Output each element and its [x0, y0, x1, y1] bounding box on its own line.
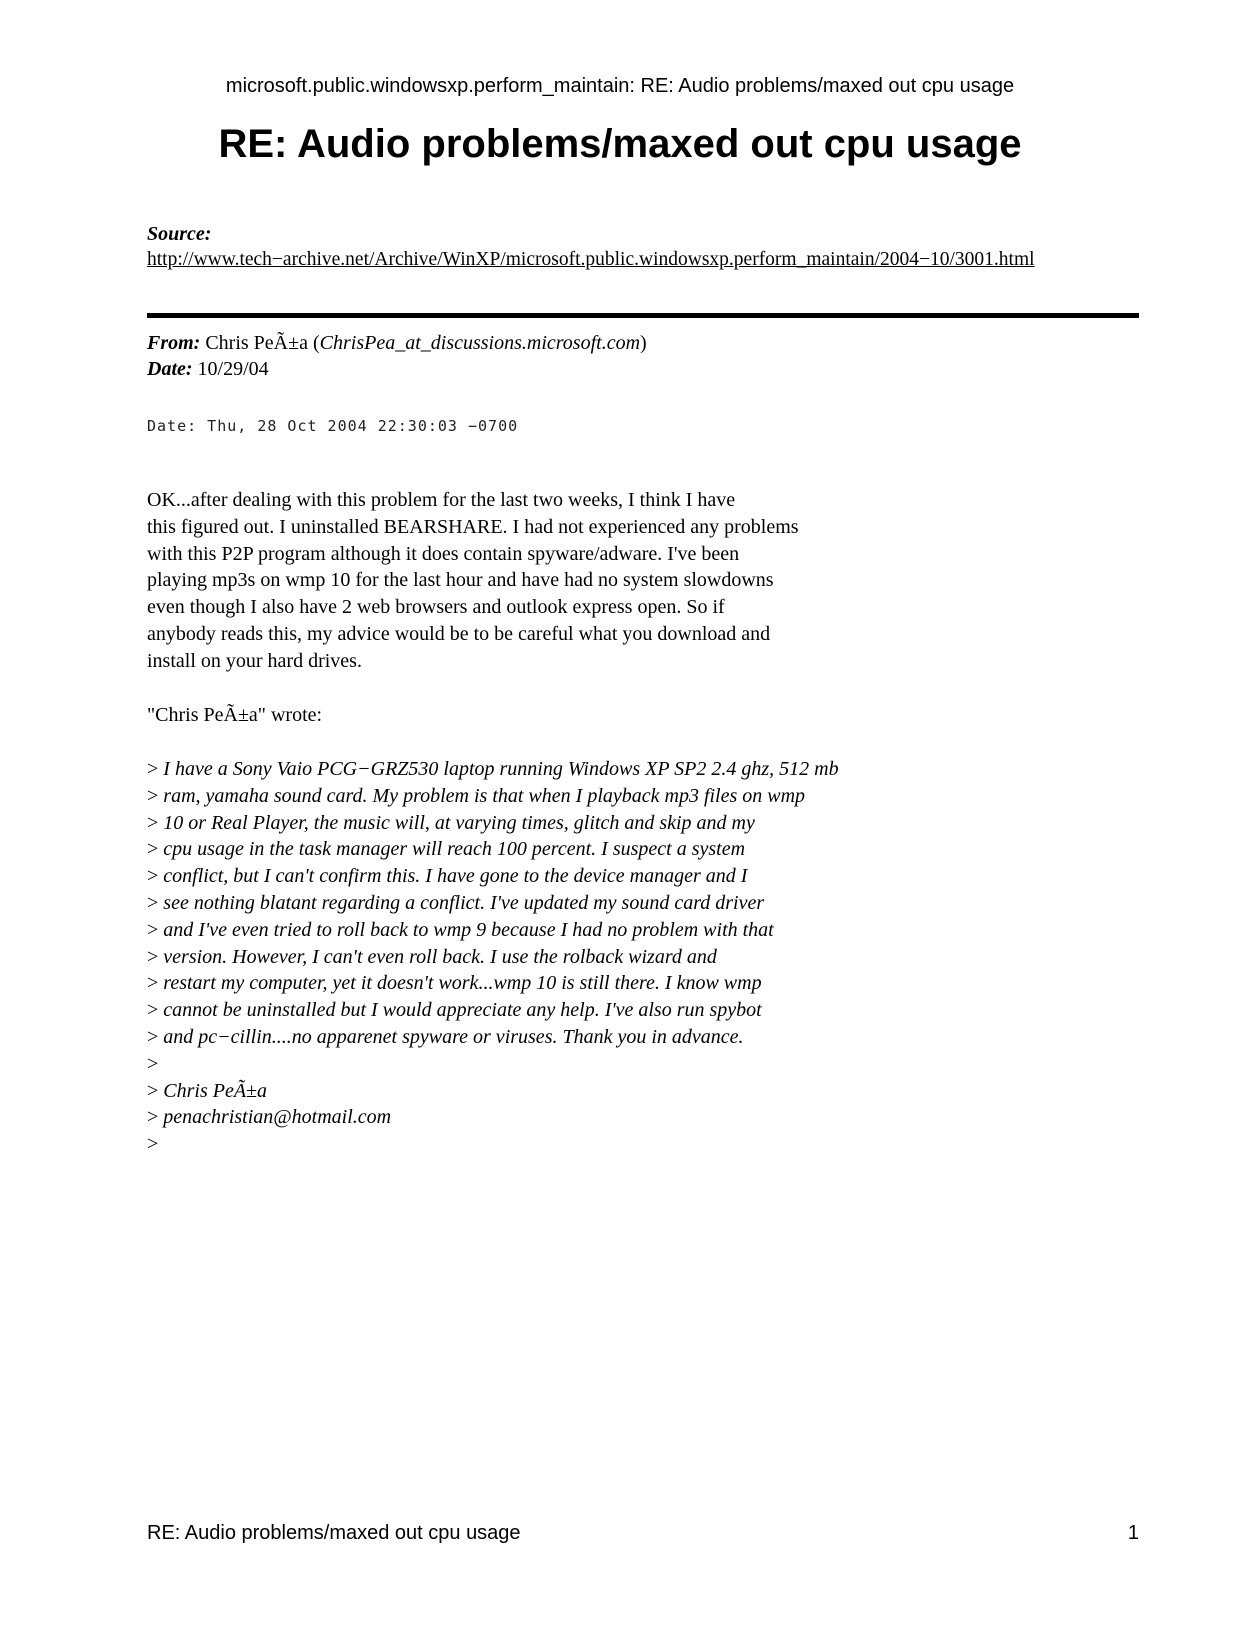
quoted-text: 10 or Real Player, the music will, at varying times, glitch and skip and my [163, 811, 755, 834]
footer-title: RE: Audio problems/maxed out cpu usage [147, 1522, 521, 1544]
date-line [147, 356, 269, 382]
message-body [147, 487, 1147, 675]
quoted-line [147, 1131, 1147, 1158]
quoted-line [147, 944, 1147, 971]
quoted-line [147, 917, 1147, 944]
quote-marker: > [147, 1106, 159, 1129]
quote-marker: > [147, 811, 159, 834]
quoted-text: version. However, I can't even roll back. I use the rolback wizard and [163, 945, 717, 968]
quoted-line [147, 810, 1147, 837]
body-line: anybody reads this, my advice would be to be careful what you download and [147, 622, 771, 645]
quoted-text: conflict, but I can't confirm this. I have gone to the device manager and I [163, 865, 748, 888]
quoted-text: and I've even tried to roll back to wmp 9 because I had no problem with that [163, 918, 774, 941]
quoted-text: cpu usage in the task manager will reach 100 percent. I suspect a system [163, 838, 746, 861]
quoted-message [147, 756, 1147, 1158]
quoted-signature-name: Chris PeÃ±a [163, 1079, 268, 1102]
quote-marker: > [147, 784, 159, 807]
quote-marker: > [147, 1025, 159, 1048]
from-line [147, 330, 647, 356]
quoted-line [147, 970, 1147, 997]
quoted-text: and pc−cillin....no apparenet spyware or viruses. Thank you in advance. [163, 1025, 744, 1048]
quoted-line [147, 836, 1147, 863]
quoted-text: I have a Sony Vaio PCG−GRZ530 laptop running Windows XP SP2 2.4 ghz, 512 mb [163, 758, 839, 780]
from-open-paren: ( [307, 332, 320, 354]
quoted-line [147, 1024, 1147, 1051]
body-line: install on your hard drives. [147, 649, 362, 672]
source-label: Source: [147, 223, 212, 245]
quoted-line [147, 863, 1147, 890]
divider [147, 313, 1139, 318]
from-email: ChrisPea_at_discussions.microsoft.com [319, 332, 641, 354]
quoted-line [147, 783, 1147, 810]
quote-marker: > [147, 972, 159, 995]
source-link[interactable]: http://www.tech−archive.net/Archive/WinXP/microsoft.public.windowsxp.perform_maintain/2004−10/3001.html [147, 249, 1035, 270]
body-line: this figured out. I uninstalled BEARSHARE. I had not experienced any problems [147, 515, 799, 538]
body-line: playing mp3s on wmp 10 for the last hour and have had no system slowdowns [147, 569, 774, 592]
page-title: RE: Audio problems/maxed out cpu usage [218, 122, 1022, 166]
quoted-line [147, 1051, 1147, 1078]
body-line: OK...after dealing with this problem for the last two weeks, I think I have [147, 489, 736, 511]
running-header: microsoft.public.windowsxp.perform_maintain: RE: Audio problems/maxed out cpu usage [225, 75, 1015, 97]
body-line: with this P2P program although it does contain spyware/adware. I've been [147, 542, 740, 565]
quote-marker: > [147, 865, 159, 888]
date-label: Date: [147, 358, 193, 380]
quoted-line [147, 1078, 1147, 1105]
quote-marker: > [147, 891, 159, 914]
quote-attribution: "Chris PeÃ±a" wrote: [147, 704, 323, 726]
from-label: From: [147, 332, 201, 354]
quoted-signature-email: penachristian@hotmail.com [163, 1106, 392, 1129]
quoted-line [147, 997, 1147, 1024]
body-line: even though I also have 2 web browsers and outlook express open. So if [147, 596, 725, 619]
quote-marker: > [147, 918, 159, 941]
quoted-line [147, 756, 1147, 783]
page-number: 1 [1127, 1522, 1139, 1544]
quote-marker: > [147, 1133, 159, 1156]
quoted-line [147, 890, 1147, 917]
quote-marker: > [147, 838, 159, 861]
quoted-text: see nothing blatant regarding a conflict. I've updated my sound card driver [163, 891, 765, 914]
quote-marker: > [147, 999, 159, 1022]
quote-marker: > [147, 945, 159, 968]
quote-marker: > [147, 1079, 159, 1102]
quoted-text: ram, yamaha sound card. My problem is that when I playback mp3 files on wmp [163, 784, 806, 807]
from-name: Chris PeÃ±a [205, 332, 308, 354]
quote-marker: > [147, 758, 159, 780]
raw-date-header: Date: Thu, 28 Oct 2004 22:30:03 −0700 [147, 417, 519, 435]
quoted-text: cannot be uninstalled but I would appreciate any help. I've also run spybot [163, 999, 762, 1022]
quote-marker: > [147, 1052, 159, 1075]
quoted-line [147, 1104, 1147, 1131]
date-value: 10/29/04 [197, 358, 269, 380]
from-close-paren: ) [640, 332, 647, 354]
quoted-text: restart my computer, yet it doesn't work...wmp 10 is still there. I know wmp [163, 972, 762, 995]
